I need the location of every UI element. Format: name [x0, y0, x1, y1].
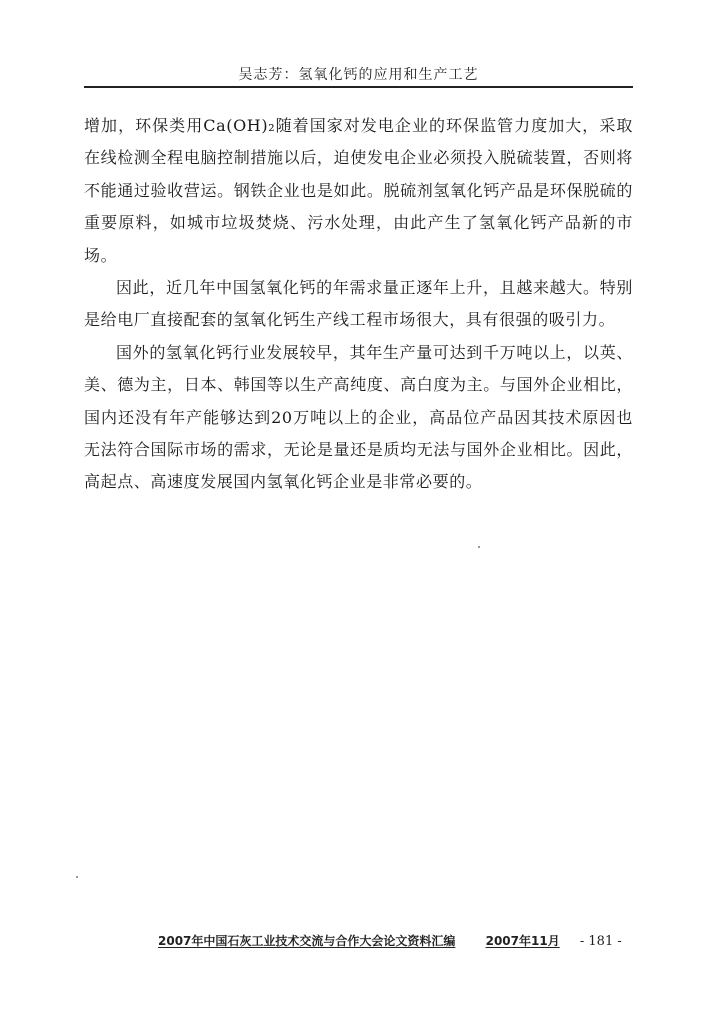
paragraph-demand-trend: 因此，近几年中国氢氧化钙的年需求量正逐年上升，且越来越大。特别是给电厂直接配套的氢氧化钙生产线工程市场很大，具有很强的吸引力。 [84, 278, 633, 330]
paragraph-foreign-comparison: 国外的氢氧化钙行业发展较早，其年生产量可达到千万吨以上，以英、美、德为主，日本、韩国等以生产高纯度、高白度为主。与国外企业相比，国内还没有年产能够达到20万吨以上的企业，高品位产品因其技术原因也无法符合国际市场的需求，无论是量还是质均无法与国外企业相比。因此，高起点、高速度发展国内氢氧化钙企业是非常必要的。 [84, 342, 633, 492]
running-header: 吴志芳：氢氧化钙的应用和生产工艺 [238, 67, 479, 83]
header-rule [84, 86, 633, 88]
paragraph-continuation: 增加，环保类用Ca(OH)₂随着国家对发电企业的环保监管力度加大，采取在线检测全程电脑控制措施以后，迫使发电企业必须投入脱硫装置，否则将不能通过验收营运。钢铁企业也是如此。脱硫剂氢氧化钙产品是环保脱硫的重要原料，如城市垃圾焚烧、污水处理，由此产生了氢氧化钙产品新的市场。 [84, 116, 633, 265]
footer-publication: 2007年中国石灰工业技术交流与合作大会论文资料汇编 [158, 934, 456, 948]
scan-speck [478, 546, 480, 548]
page-number: - 181 - [579, 934, 622, 949]
footer-date: 2007年11月 [485, 934, 560, 948]
scan-speck [76, 876, 78, 878]
body-text [84, 110, 633, 499]
page-footer [158, 932, 633, 949]
